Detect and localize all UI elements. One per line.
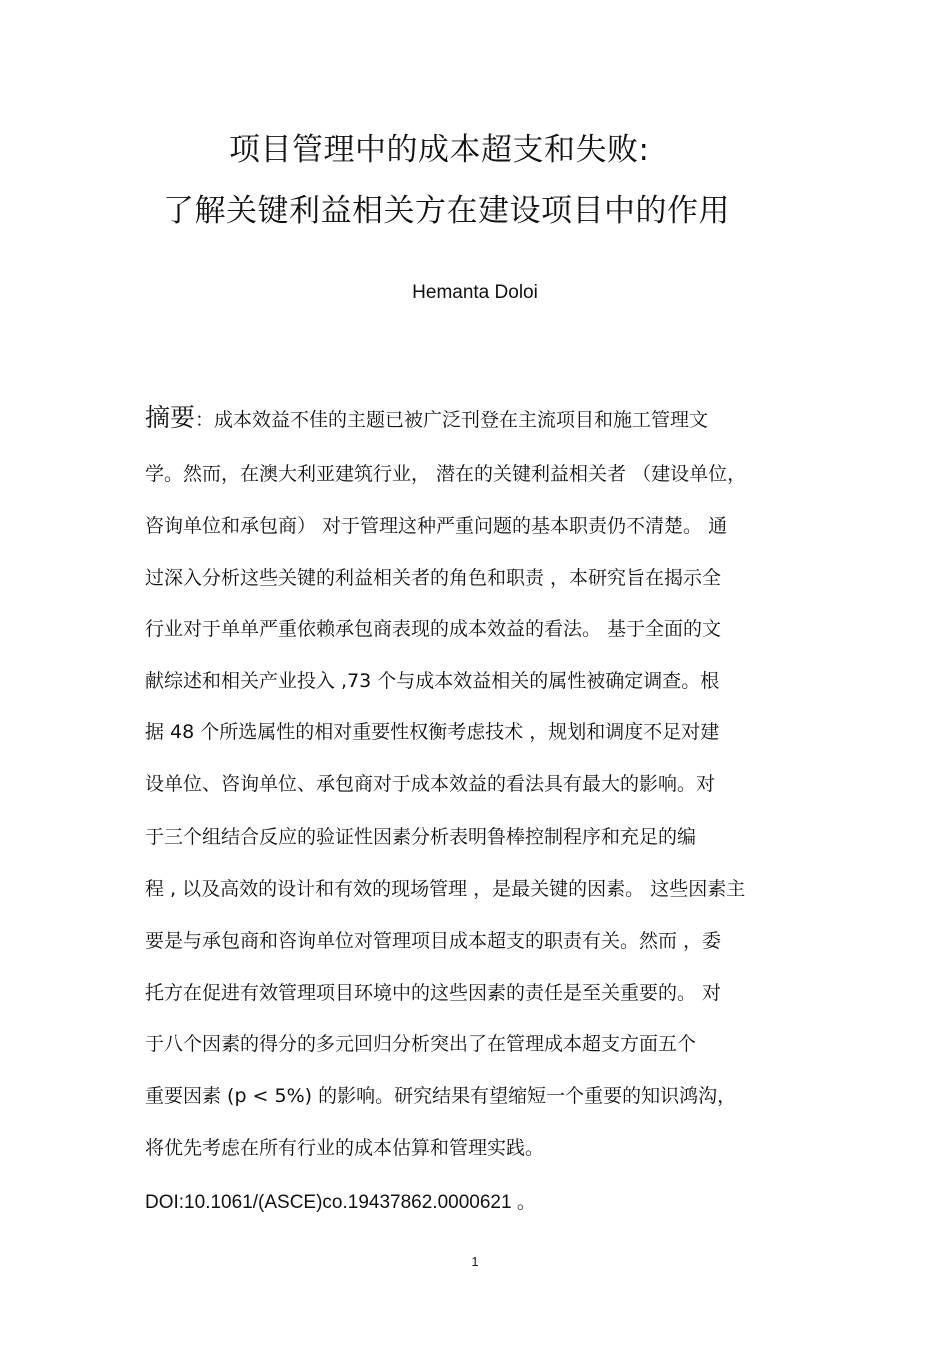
doi-line: DOI:10.1061/(ASCE)co.19437862.0000621 。 — [145, 1192, 536, 1213]
title-line-2: 了解关键利益相关方在建设项目中的作用 — [163, 193, 730, 229]
abstract-line: 学。然而，在澳大利亚建筑行业， 潜在的关键利益相关者 （建设单位， — [145, 463, 747, 485]
abstract-line: 于三个组结合反应的验证性因素分析表明鲁棒控制程序和充足的编 — [145, 826, 697, 848]
abstract-heading: 摘要 — [145, 403, 196, 432]
abstract-line: 据 48 个所选属性的相对重要性权衡考虑技术 ，规划和调度不足对建 — [145, 721, 720, 743]
abstract-line: 咨询单位和承包商） 对于管理这种严重问题的基本职责仍不清楚。 通 — [145, 515, 728, 537]
abstract-line — [145, 405, 708, 433]
author-name: Hemanta Doloi — [412, 282, 538, 303]
abstract-text: 成本效益不佳的主题已被广泛刊登在主流项目和施工管理文 — [214, 409, 709, 431]
abstract-line: 重要因素 (p < 5%) 的影响。研究结果有望缩短一个重要的知识鸿沟， — [145, 1085, 737, 1107]
abstract-line: 行业对于单单严重依赖承包商表现的成本效益的看法。 基于全面的文 — [145, 618, 722, 640]
abstract-heading-colon: ： — [195, 409, 215, 431]
abstract-line: 将优先考虑在所有行业的成本估算和管理实践。 — [145, 1137, 545, 1159]
abstract-line: 托方在促进有效管理项目环境中的这些因素的责任是至关重要的。 对 — [145, 982, 722, 1004]
page-number: 1 — [471, 1254, 479, 1269]
title-line-1: 项目管理中的成本超支和失败: — [229, 132, 650, 168]
abstract-line: 程 , 以及高效的设计和有效的现场管理 ，是最关键的因素。 这些因素主 — [145, 878, 746, 900]
abstract-line: 设单位、咨询单位、承包商对于成本效益的看法具有最大的影响。对 — [145, 773, 716, 795]
abstract-line: 过深入分析这些关键的利益相关者的角色和职责 ，本研究旨在揭示全 — [145, 567, 722, 589]
abstract-line: 于八个因素的得分的多元回归分析突出了在管理成本超支方面五个 — [145, 1033, 697, 1055]
abstract-line: 献综述和相关产业投入 ,73 个与成本效益相关的属性被确定调查。根 — [145, 670, 720, 692]
abstract-line: 要是与承包商和咨询单位对管理项目成本超支的职责有关。然而 ，委 — [145, 930, 722, 952]
